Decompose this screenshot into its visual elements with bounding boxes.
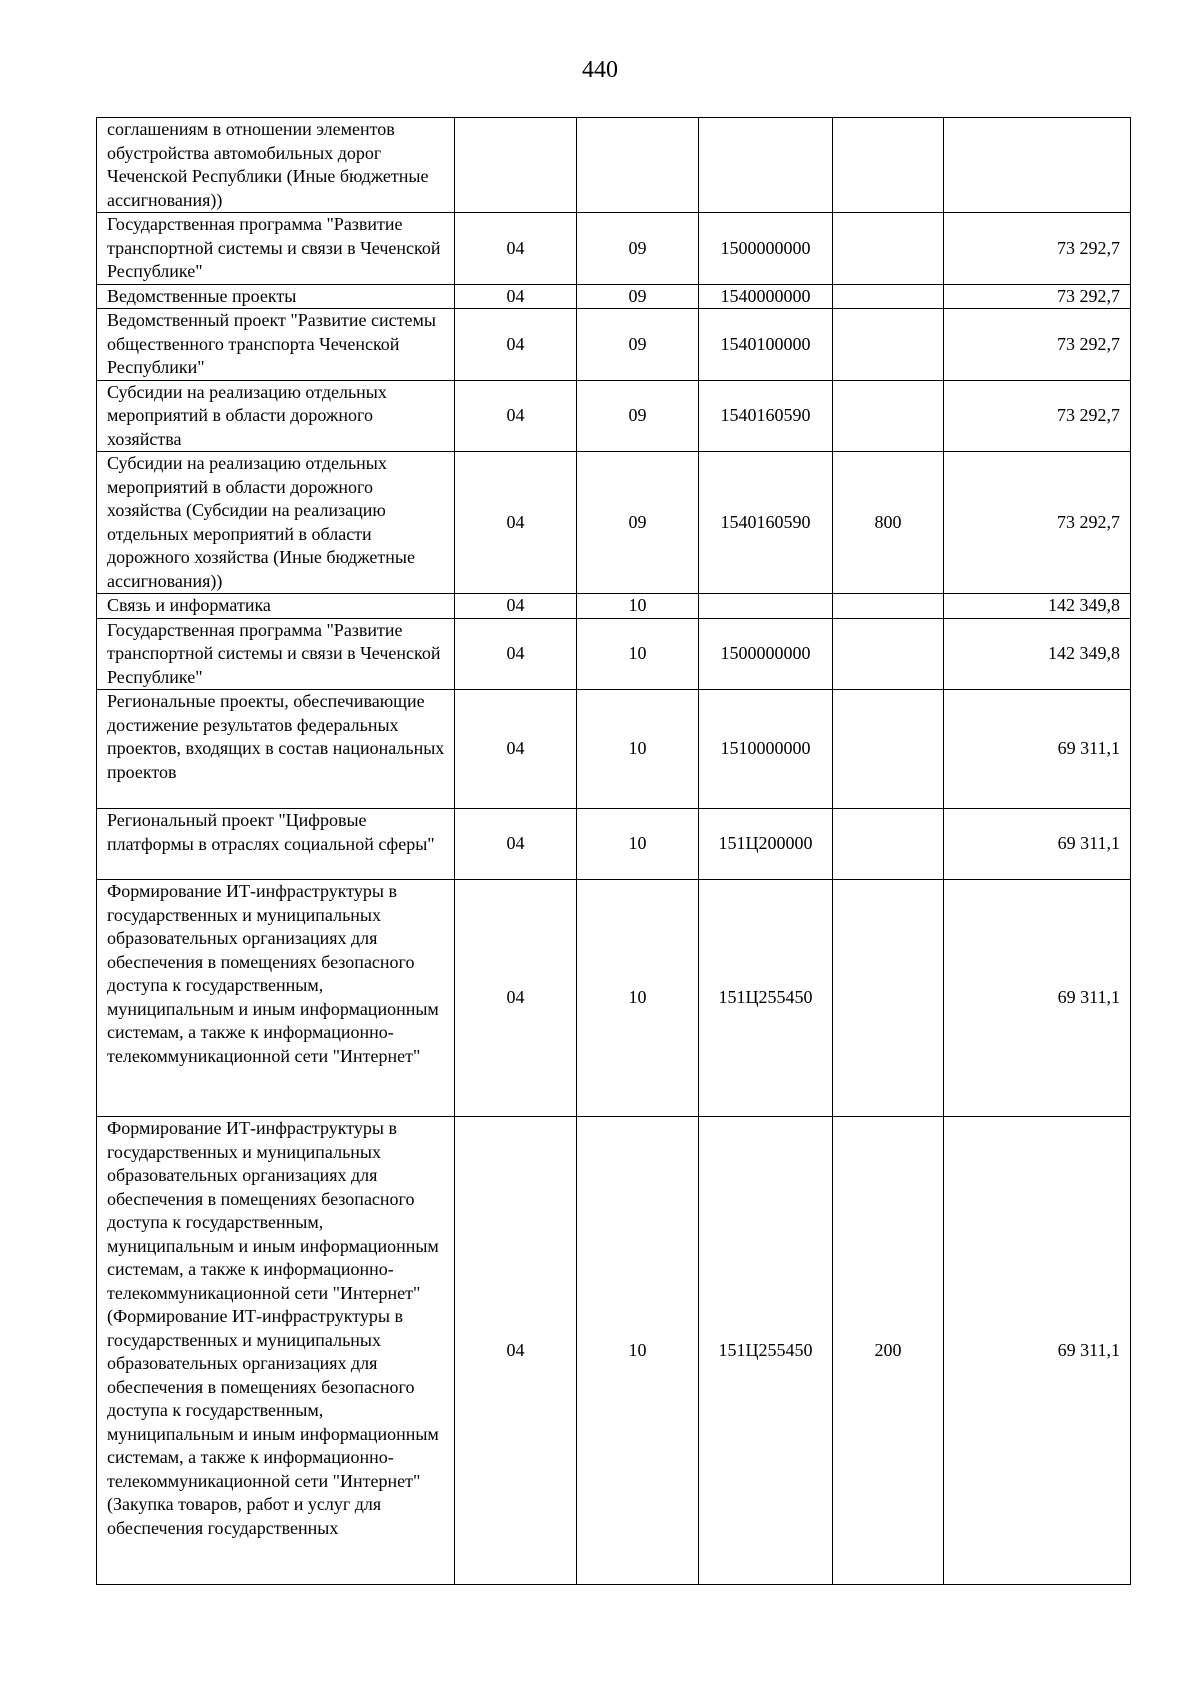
row-target-article	[699, 594, 833, 619]
row-name: Ведомственные проекты	[97, 284, 455, 309]
row-name: соглашениям в отношении элементов обустройства автомобильных дорог Чеченской Республики (Иные бюджетные ассигнования))	[97, 118, 455, 213]
row-subsection: 09	[577, 380, 699, 452]
row-name: Формирование ИТ-инфраструктуры в государственных и муниципальных образовательных организациях для обеспечения в помещениях безопасного доступа к государственным, муниципальным и иным информационным системам, а также к информационно-телекоммуникационной сети "Интернет" (Формирование ИТ-инфраструктуры в государственных и муниципальных образовательных организациях для обеспечения в помещениях безопасного доступа к государственным, муниципальным и иным информационным системам, а также к информационно-телекоммуникационной сети "Интернет" (Закупка товаров, работ и услуг для обеспечения государственных	[97, 1117, 455, 1585]
row-subsection: 09	[577, 284, 699, 309]
table-row	[97, 118, 1131, 213]
row-target-article: 151Ц200000	[699, 809, 833, 880]
row-target-article: 1500000000	[699, 618, 833, 690]
row-subsection: 10	[577, 618, 699, 690]
table-row	[97, 594, 1131, 619]
row-section: 04	[455, 284, 577, 309]
row-name: Ведомственный проект "Развитие системы общественного транспорта Чеченской Республики"	[97, 309, 455, 381]
row-amount: 73 292,7	[944, 380, 1131, 452]
row-section: 04	[455, 880, 577, 1117]
table-row	[97, 809, 1131, 880]
row-subsection: 10	[577, 594, 699, 619]
row-expense-type	[833, 118, 944, 213]
row-amount: 69 311,1	[944, 809, 1131, 880]
row-subsection: 10	[577, 690, 699, 809]
row-subsection	[577, 118, 699, 213]
row-expense-type	[833, 594, 944, 619]
row-amount: 73 292,7	[944, 452, 1131, 594]
row-name: Государственная программа "Развитие транспортной системы и связи в Чеченской Республике"	[97, 213, 455, 285]
table-row	[97, 380, 1131, 452]
row-expense-type	[833, 618, 944, 690]
row-name: Региональный проект "Цифровые платформы в отраслях социальной сферы"	[97, 809, 455, 880]
row-expense-type	[833, 880, 944, 1117]
row-section: 04	[455, 618, 577, 690]
row-target-article: 1500000000	[699, 213, 833, 285]
row-expense-type: 800	[833, 452, 944, 594]
table-row	[97, 690, 1131, 809]
row-section: 04	[455, 594, 577, 619]
row-expense-type	[833, 309, 944, 381]
row-subsection: 10	[577, 1117, 699, 1585]
row-target-article: 1510000000	[699, 690, 833, 809]
table-row	[97, 309, 1131, 381]
table-row	[97, 284, 1131, 309]
row-target-article: 1540000000	[699, 284, 833, 309]
table-row	[97, 618, 1131, 690]
row-subsection: 10	[577, 809, 699, 880]
row-target-article: 1540160590	[699, 452, 833, 594]
row-target-article: 1540100000	[699, 309, 833, 381]
row-subsection: 09	[577, 452, 699, 594]
table-row	[97, 1117, 1131, 1585]
row-section	[455, 118, 577, 213]
row-name: Государственная программа "Развитие транспортной системы и связи в Чеченской Республике"	[97, 618, 455, 690]
row-amount: 142 349,8	[944, 618, 1131, 690]
page-number: 440	[582, 57, 618, 83]
row-amount: 69 311,1	[944, 880, 1131, 1117]
row-amount: 142 349,8	[944, 594, 1131, 619]
row-name: Связь и информатика	[97, 594, 455, 619]
row-section: 04	[455, 690, 577, 809]
table-row	[97, 452, 1131, 594]
row-amount: 73 292,7	[944, 284, 1131, 309]
row-section: 04	[455, 809, 577, 880]
row-name: Региональные проекты, обеспечивающие достижение результатов федеральных проектов, входящих в состав национальных проектов	[97, 690, 455, 809]
row-target-article: 151Ц255450	[699, 880, 833, 1117]
row-target-article: 151Ц255450	[699, 1117, 833, 1585]
row-name: Формирование ИТ-инфраструктуры в государственных и муниципальных образовательных организациях для обеспечения в помещениях безопасного доступа к государственным, муниципальным и иным информационным системам, а также к информационно-телекоммуникационной сети "Интернет"	[97, 880, 455, 1117]
row-expense-type	[833, 213, 944, 285]
table-row	[97, 213, 1131, 285]
budget-table	[96, 117, 1131, 1585]
row-target-article: 1540160590	[699, 380, 833, 452]
row-expense-type	[833, 284, 944, 309]
row-target-article	[699, 118, 833, 213]
row-section: 04	[455, 452, 577, 594]
table-row	[97, 880, 1131, 1117]
row-expense-type	[833, 809, 944, 880]
row-section: 04	[455, 213, 577, 285]
row-section: 04	[455, 380, 577, 452]
row-expense-type	[833, 380, 944, 452]
row-section: 04	[455, 309, 577, 381]
row-name: Субсидии на реализацию отдельных мероприятий в области дорожного хозяйства (Субсидии на реализацию отдельных мероприятий в области дорожного хозяйства (Иные бюджетные ассигнования))	[97, 452, 455, 594]
row-subsection: 10	[577, 880, 699, 1117]
row-amount: 69 311,1	[944, 1117, 1131, 1585]
row-subsection: 09	[577, 213, 699, 285]
row-expense-type: 200	[833, 1117, 944, 1585]
row-name: Субсидии на реализацию отдельных мероприятий в области дорожного хозяйства	[97, 380, 455, 452]
row-amount: 73 292,7	[944, 309, 1131, 381]
row-amount: 73 292,7	[944, 213, 1131, 285]
row-amount: 69 311,1	[944, 690, 1131, 809]
row-amount	[944, 118, 1131, 213]
row-section: 04	[455, 1117, 577, 1585]
row-expense-type	[833, 690, 944, 809]
row-subsection: 09	[577, 309, 699, 381]
